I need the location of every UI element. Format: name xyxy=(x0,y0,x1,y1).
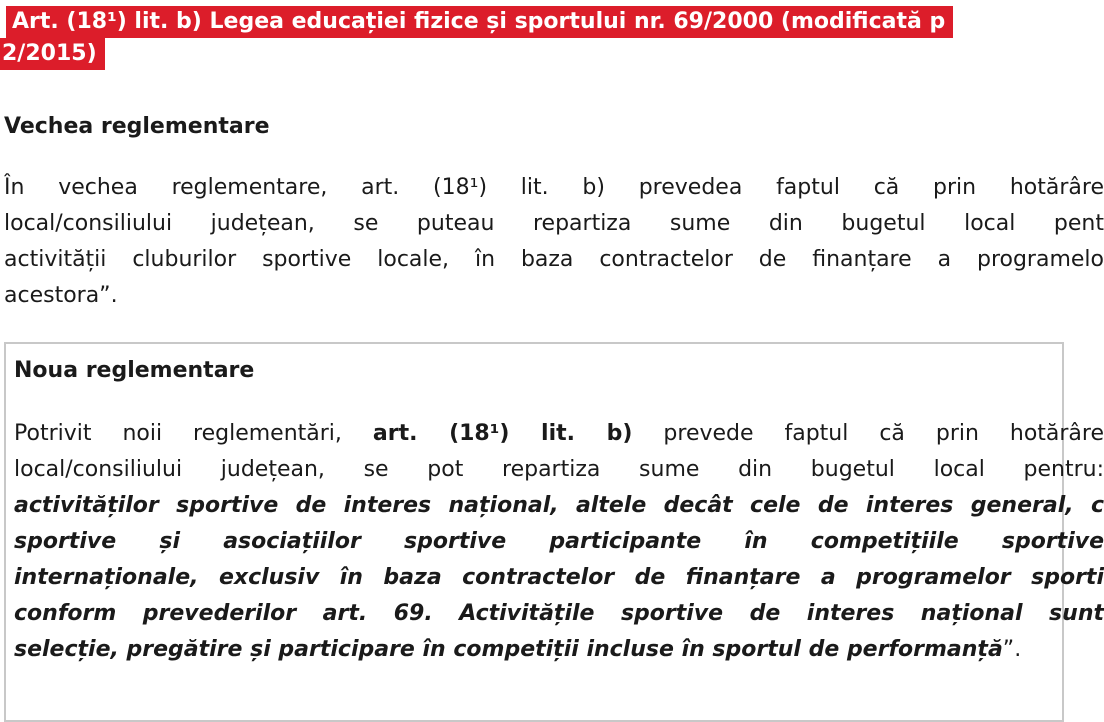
new-italic-line-4: conform prevederilor art. 69. Activitățile sportive de interes național sunt xyxy=(14,601,1104,626)
new-regulation-paragraph xyxy=(14,416,1104,668)
new-italic-line-5: selecție, pregătire și participare în competiții incluse în sportul de performanță xyxy=(14,637,1003,662)
new-line-1-text-c: prevede faptul că prin hotărâre xyxy=(632,421,1104,446)
old-regulation-heading: Vechea reglementare xyxy=(4,114,270,139)
old-line-2: local/consiliului județean, se puteau repartiza sume din bugetul local pent xyxy=(4,211,1104,236)
document-title xyxy=(0,6,1050,70)
closing-quote: ”. xyxy=(1002,637,1022,662)
new-italic-line-3: internaționale, exclusiv în baza contractelor de finanțare a programelor sporti xyxy=(14,565,1104,590)
new-italic-line-2: sportive și asociațiilor sportive participante în competițiile sportive xyxy=(14,529,1104,554)
new-line-last xyxy=(14,632,1104,668)
new-line-1 xyxy=(14,416,1104,452)
old-line-4: acestora”. xyxy=(4,283,118,308)
new-italic-line-1: activităților sportive de interes național, altele decât cele de interes general, c xyxy=(14,493,1104,518)
new-line-1-article-ref: art. (18¹) lit. b) xyxy=(372,421,633,446)
old-line-1: În vechea reglementare, art. (18¹) lit. b) prevedea faptul că prin hotărâre xyxy=(4,175,1104,200)
title-line-2: 2/2015) xyxy=(0,38,105,70)
old-regulation-paragraph xyxy=(4,170,1104,314)
old-line-3: activității cluburilor sportive locale, în baza contractelor de finanțare a programelo xyxy=(4,247,1104,272)
title-line-1: Art. (18¹) lit. b) Legea educației fizice și sportului nr. 69/2000 (modificată p xyxy=(6,6,953,38)
new-line-2: local/consiliului județean, se pot repartiza sume din bugetul local pentru: xyxy=(14,457,1104,482)
new-line-1-text-a: Potrivit noii reglementări, xyxy=(14,421,373,446)
new-regulation-heading: Noua reglementare xyxy=(14,358,255,383)
